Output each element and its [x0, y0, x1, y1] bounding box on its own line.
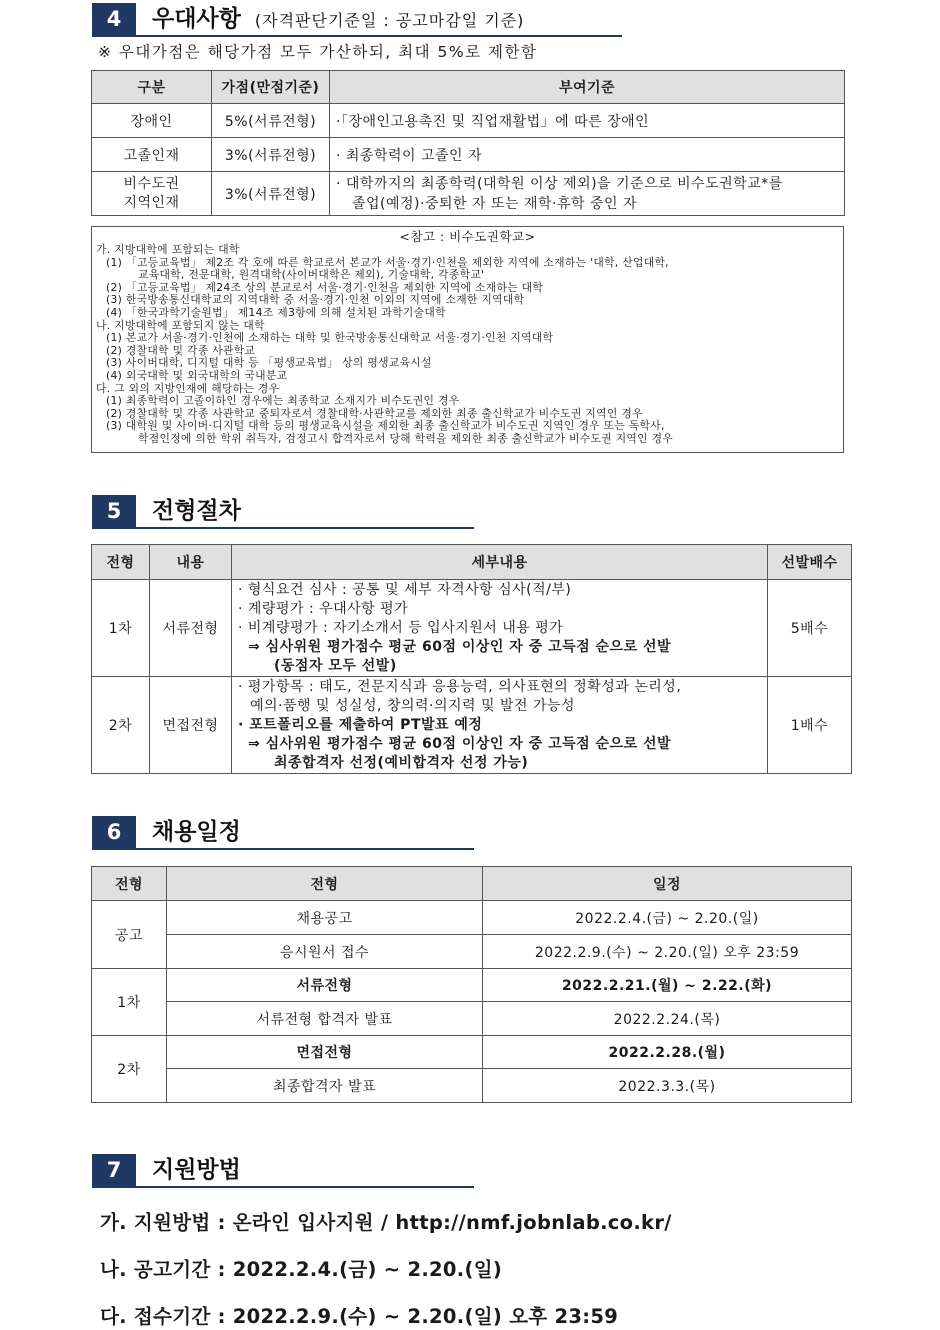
- section-5-heading: [92, 495, 474, 529]
- category-cell: 비수도권 지역인재: [92, 172, 212, 216]
- reference-line: (1) 본교가 서울·경기·인천에 소재하는 대학 및 한국방송통신대학교 서울·경기·인천 지역대학: [106, 331, 554, 345]
- step-cell: 서류전형: [167, 969, 483, 1002]
- content-cell: 서류전형: [150, 580, 232, 677]
- header-cell: 구분: [92, 71, 212, 104]
- header-cell: 일정: [483, 867, 852, 901]
- header-cell: 부여기준: [330, 71, 845, 104]
- reference-line: (4) 외국대학 및 외국대학의 국내분교: [106, 368, 288, 382]
- detail-cell: · 평가항목 : 태도, 전문지식과 응용능력, 의사표현의 정확성과 논리성, 예의·품행 및 성실성, 창의력·의지력 및 발전 가능성 · 포트폴리오를 제출하여 PT발표 예정 ⇒ 심사위원 평가점수 평균 60점 이상인 자 중 고득점 순으로 선발 최종합격자 선정(예비합격자 선정 가능): [232, 677, 768, 774]
- selection-procedure-table: [91, 544, 852, 774]
- table-row: [92, 1069, 852, 1103]
- table-row: [92, 172, 845, 216]
- reference-line: 가. 지방대학에 포함되는 대학: [96, 243, 240, 256]
- table-header-row: [92, 867, 852, 901]
- table-header-row: [92, 545, 852, 580]
- section-underline: [92, 848, 474, 850]
- table-row: [92, 138, 845, 172]
- reference-line: 학점인정에 의한 학위 취득자, 검정고시 합격자로서 당해 학력을 제외한 최종 출신학교가 비수도권 지역인 경우: [138, 431, 674, 445]
- points-cell: 5%(서류전형): [212, 104, 330, 138]
- table-row: [92, 677, 852, 774]
- reference-line: 다. 그 외의 지방인재에 해당하는 경우: [96, 381, 280, 395]
- table-row: [92, 969, 852, 1002]
- table-header-row: [92, 71, 845, 104]
- date-cell: 2022.2.4.(금) ~ 2.20.(일): [483, 901, 852, 935]
- table-row: [92, 1036, 852, 1069]
- section-subtitle: (자격판단기준일 : 공고마감일 기준): [254, 11, 525, 30]
- table-row: [92, 935, 852, 969]
- section-title: 지원방법: [152, 1157, 241, 1183]
- date-cell: 2022.2.24.(목): [483, 1002, 852, 1036]
- apply-method-line: 가. 지원방법 : 온라인 입사지원 / http://nmf.jobnlab.co.kr/: [100, 1211, 672, 1234]
- stage-cell: 1차: [92, 580, 150, 677]
- section-number: 6: [92, 816, 136, 848]
- ratio-cell: 1배수: [768, 677, 852, 774]
- section-underline: [92, 35, 622, 37]
- content-cell: 면접전형: [150, 677, 232, 774]
- table-row: [92, 901, 852, 935]
- date-cell: 2022.2.28.(월): [483, 1036, 852, 1069]
- reference-line: 나. 지방대학에 포함되지 않는 대학: [96, 318, 265, 332]
- header-cell: 전형: [92, 545, 150, 580]
- date-cell: 2022.3.3.(목): [483, 1069, 852, 1103]
- section-4-heading: [92, 3, 622, 37]
- category-cell: 고졸인재: [92, 138, 212, 172]
- table-row: [92, 104, 845, 138]
- reference-line: (2) 「고등교육법」 제24조 상의 분교로서 서울·경기·인천을 제외한 지역에 소재하는 대학: [106, 280, 544, 294]
- stage-cell: 공고: [92, 901, 167, 969]
- category-cell: 장애인: [92, 104, 212, 138]
- reference-line: (1) 「고등교육법」 제2조 각 호에 따른 학교로서 본교가 서울·경기·인천을 제외한 지역에 소재하는 '대학, 산업대학,: [106, 255, 669, 269]
- ratio-cell: 5배수: [768, 580, 852, 677]
- step-cell: 최종합격자 발표: [167, 1069, 483, 1103]
- header-cell: 가점(만점기준): [212, 71, 330, 104]
- criteria-cell: ·「장애인고용촉진 및 직업재활법」에 따른 장애인: [330, 104, 845, 138]
- stage-cell: 2차: [92, 1036, 167, 1103]
- header-cell: 선발배수: [768, 545, 852, 580]
- reference-line: (4) 「한국과학기술원법」 제14조 제3항에 의해 설치된 과학기술대학: [106, 305, 446, 319]
- header-cell: 세부내용: [232, 545, 768, 580]
- reference-line: (2) 경찰대학 및 각종 사관학교 중퇴자로서 경찰대학·사관학교를 제외한 최종 출신학교가 비수도권 지역인 경우: [106, 406, 643, 420]
- notice-period-line: 나. 공고기간 : 2022.2.4.(금) ~ 2.20.(일): [100, 1258, 503, 1281]
- date-cell: 2022.2.21.(월) ~ 2.22.(화): [483, 969, 852, 1002]
- section-number: 7: [92, 1154, 136, 1186]
- bonus-note: ※ 우대가점은 해당가점 모두 가산하되, 최대 5%로 제한함: [98, 43, 538, 61]
- section-number: 4: [92, 3, 136, 35]
- section-underline: [92, 1186, 474, 1188]
- date-cell: 2022.2.9.(수) ~ 2.20.(일) 오후 23:59: [483, 935, 852, 969]
- section-7-heading: [92, 1154, 474, 1188]
- reference-line: 교육대학, 전문대학, 원격대학(사이버대학은 제외), 기술대학, 각종학교': [138, 268, 485, 282]
- criteria-cell: · 최종학력이 고졸인 자: [330, 138, 845, 172]
- stage-cell: 2차: [92, 677, 150, 774]
- reference-line: (1) 최종학력이 고졸이하인 경우에는 최종학교 소재지가 비수도권인 경우: [106, 394, 460, 408]
- header-cell: 전형: [92, 867, 167, 901]
- section-title: 전형절차: [152, 498, 241, 524]
- criteria-cell: · 대학까지의 최종학력(대학원 이상 제외)을 기준으로 비수도권학교*를 졸업(예정)·중퇴한 자 또는 재학·휴학 중인 자: [330, 172, 845, 216]
- section-6-heading: [92, 816, 474, 850]
- table-row: [92, 1002, 852, 1036]
- reference-title: <참고 : 비수도권학교>: [399, 229, 536, 244]
- reference-line: (2) 경찰대학 및 각종 사관학교: [106, 343, 256, 357]
- reference-line: (3) 한국방송통신대학교의 지역대학 중 서울·경기·인천 이외의 지역에 소재한 지역대학: [106, 293, 525, 307]
- step-cell: 면접전형: [167, 1036, 483, 1069]
- application-period-line: 다. 접수기간 : 2022.2.9.(수) ~ 2.20.(일) 오후 23:59: [100, 1305, 619, 1328]
- step-cell: 서류전형 합격자 발표: [167, 1002, 483, 1036]
- detail-cell: · 형식요건 심사 : 공통 및 세부 자격사항 심사(적/부) · 계량평가 : 우대사항 평가 · 비계량평가 : 자기소개서 등 입사지원서 내용 평가 ⇒ 심사위원 평가점수 평균 60점 이상인 자 중 고득점 순으로 선발 (동점자 모두 선발): [232, 580, 768, 677]
- reference-line: (3) 대학원 및 사이버·디지털 대학 등의 평생교육시설을 제외한 최종 출신학교가 비수도권 지역인 경우 또는 독학사,: [106, 419, 665, 433]
- step-cell: 응시원서 접수: [167, 935, 483, 969]
- stage-cell: 1차: [92, 969, 167, 1036]
- points-cell: 3%(서류전형): [212, 172, 330, 216]
- table-row: [92, 580, 852, 677]
- section-title: 채용일정: [152, 819, 241, 845]
- section-number: 5: [92, 495, 136, 527]
- header-cell: 전형: [167, 867, 483, 901]
- preference-table: [91, 70, 845, 216]
- points-cell: 3%(서류전형): [212, 138, 330, 172]
- section-title: 우대사항 (자격판단기준일 : 공고마감일 기준): [152, 6, 525, 32]
- reference-line: (3) 사이버대학, 디지털 대학 등 「평생교육법」 상의 평생교육시설: [106, 356, 432, 370]
- step-cell: 채용공고: [167, 901, 483, 935]
- schedule-table: [91, 866, 852, 1103]
- section-underline: [92, 527, 474, 529]
- header-cell: 내용: [150, 545, 232, 580]
- reference-box: [91, 226, 844, 453]
